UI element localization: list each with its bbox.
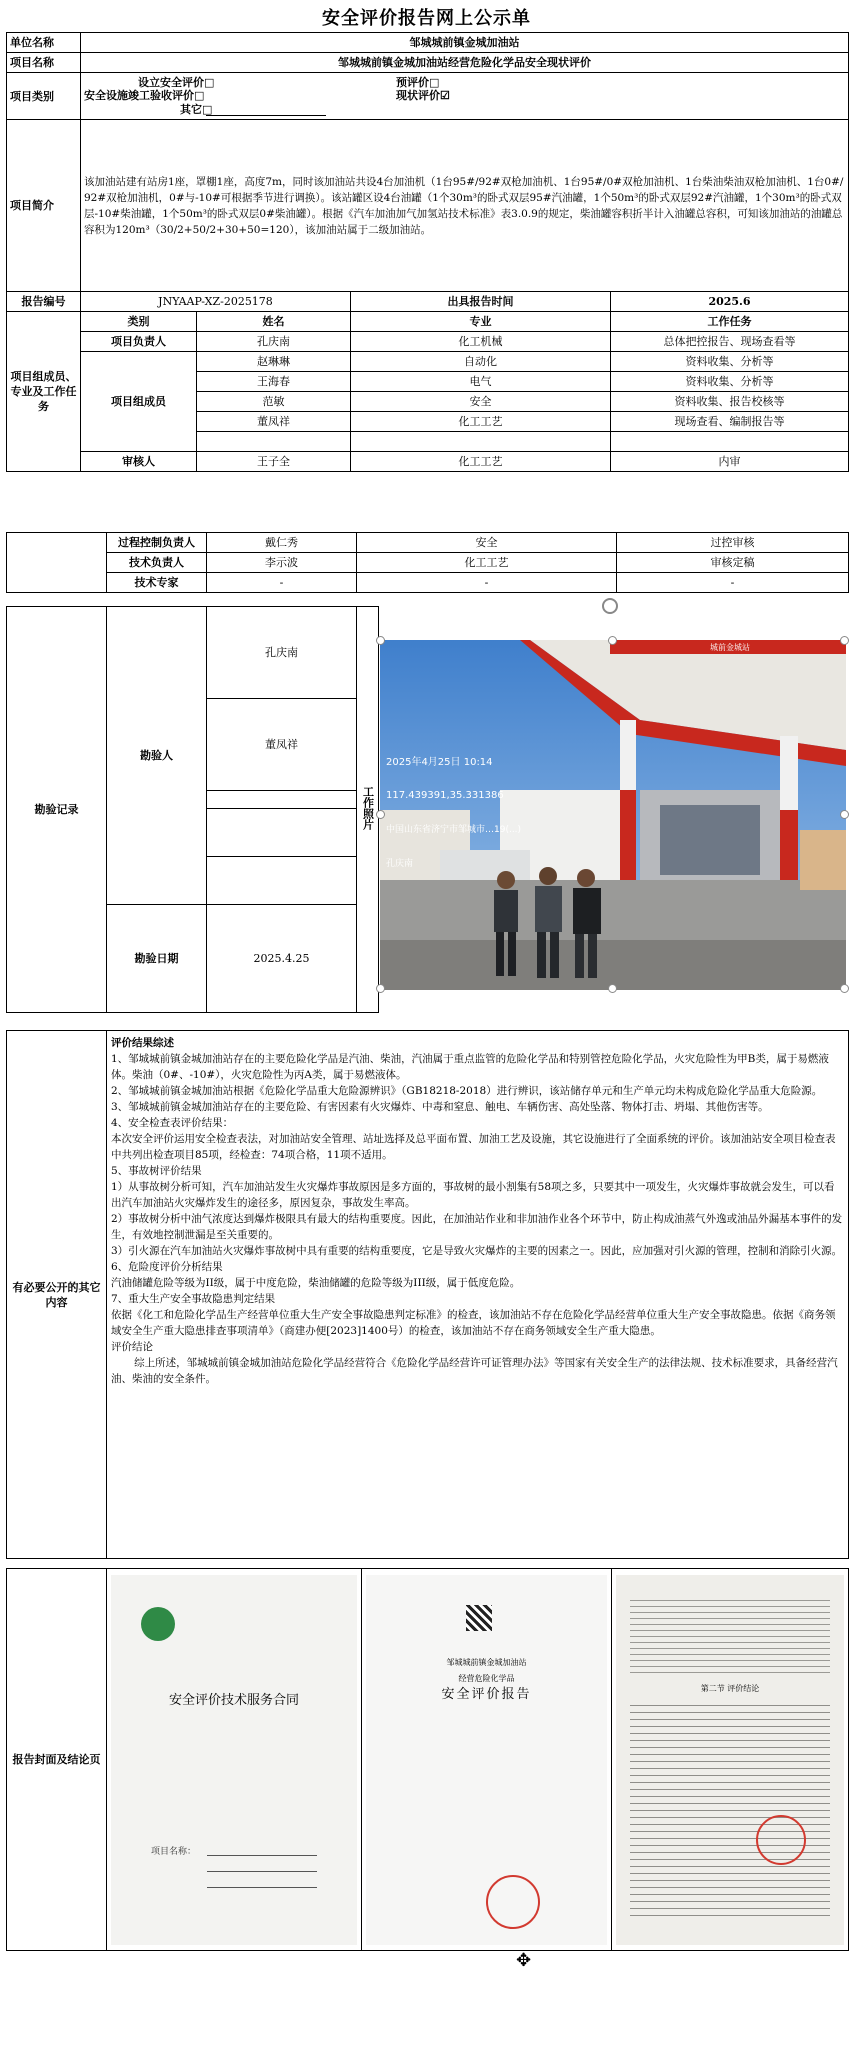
resize-handle[interactable] [840,984,849,993]
report-date: 2025.6 [611,292,849,312]
resize-handle[interactable] [376,810,385,819]
unit-label: 单位名称 [7,33,81,53]
member-task: 资料收集、分析等 [611,352,849,372]
doc1-underline [207,1887,317,1888]
empty-cell [351,432,611,452]
summary-paragraph: 3、邹城城前镇金城加油站存在的主要危险、有害因素有火灾爆炸、中毒和窒息、触电、车辆伤害、高处坠落、物体打击、坍塌、其他伤害等。 [111,1101,769,1113]
doc1-title: 安全评价技术服务合同 [168,1692,299,1708]
project-value: 邹城城前镇金城加油站经营危险化学品安全现状评价 [81,53,849,73]
reviewer-name: 王子全 [197,452,351,472]
resize-handle[interactable] [376,636,385,645]
summary-paragraph: 评价结论 [111,1341,153,1353]
control-name: 李示波 [207,553,357,573]
control-task: 审核定稿 [617,553,849,573]
member-major: 电气 [351,372,611,392]
summary-paragraph: 7、重大生产安全事故隐患判定结果 [111,1293,276,1305]
member-name: 赵琳琳 [197,352,351,372]
doc2-sub: 经营危险化学品 [458,1673,515,1683]
doc2-title: 安全评价报告 [441,1686,532,1702]
empty-cell [207,791,357,809]
empty-cell [207,809,357,857]
control-major: 安全 [357,533,617,553]
category-label: 项目类别 [7,73,81,120]
company-logo-icon [141,1607,175,1641]
reviewer-major: 化工工艺 [351,452,611,472]
summary-label: 有必要公开的其它内容 [7,1031,107,1559]
photo-label-text: 工作照片 [361,785,375,830]
category-opt-acceptance: 安全设施竣工验收评价□ [84,89,205,102]
summary-table [6,1030,849,1559]
member-major: 安全 [351,392,611,412]
leader-task: 总体把控报告、现场查看等 [611,332,849,352]
control-blank [7,533,107,593]
summary-paragraph: 5、事故树评价结果 [111,1165,202,1177]
cover-doc1-cell [107,1569,362,1951]
doc3-text-lines [630,1595,830,1675]
survey-people-label: 勘验人 [107,607,207,905]
station-sign: 城前金城站 [710,643,750,652]
summary-conclusion: 综上所述，邹城城前镇金城加油站危险化学品经营符合《危险化学品经营许可证管理办法》等国家有关安全生产的法律法规、技术标准要求，具备经营汽油、柴油的安全条件。 [111,1357,838,1385]
category-opt-pre: 预评价□ [396,76,440,89]
intro-label: 项目简介 [7,120,81,292]
move-cursor-icon: ✥ [516,1950,532,1971]
control-table [6,532,849,593]
summary-paragraph: 本次安全评价运用安全检查表法，对加油站安全管理、站址选择及总平面布置、加油工艺及设施，其它设施进行了全面系统的评价。该加油站安全项目检查表中共列出检查项目85项，经检查：74项合格，11项不适用。 [111,1133,836,1161]
category-opt-setup: 设立安全评价□ [138,76,215,89]
report-cover-image [366,1575,607,1945]
member-name: 王海春 [197,372,351,392]
reviewer-task: 内审 [611,452,849,472]
leader-name: 孔庆南 [197,332,351,352]
project-label: 项目名称 [7,53,81,73]
survey-date-label: 勘验日期 [107,905,207,1013]
member-task: 资料收集、报告校核等 [611,392,849,412]
control-label: 技术负责人 [107,553,207,573]
leader-major: 化工机械 [351,332,611,352]
watermark-place: 中国山东省济宁市邹城市…19(...) [386,825,522,835]
empty-cell [207,857,357,905]
summary-content [107,1031,849,1559]
control-major: 化工工艺 [357,553,617,573]
gas-station-photo [380,640,846,990]
control-name: 戴仁秀 [207,533,357,553]
category-other-underline [206,115,326,116]
summary-paragraph: 4、安全检查表评价结果： [111,1117,234,1129]
report-no: JNYAAP-XZ-2025178 [81,292,351,312]
control-label: 过程控制负责人 [107,533,207,553]
control-major: - [357,573,617,593]
watermark-time: 2025年4月25日 10:14 [386,757,493,768]
cover-label: 报告封面及结论页 [7,1569,107,1951]
member-task: 现场查看、编制报告等 [611,412,849,432]
member-label: 项目组成员 [81,352,197,452]
member-name: 范敏 [197,392,351,412]
contract-cover-image [111,1575,357,1945]
team-header-major: 专业 [351,312,611,332]
report-date-label: 出具报告时间 [351,292,611,312]
doc1-line: 项目名称： [151,1846,197,1857]
control-name: - [207,573,357,593]
category-opt-current: 现状评价☑ [396,89,450,102]
report-no-label: 报告编号 [7,292,81,312]
conclusion-page-image [616,1575,844,1945]
category-opt-other: 其它□ [180,103,213,116]
unit-value: 邹城城前镇金城加油站 [81,33,849,53]
info-table [6,32,849,472]
cover-doc2-cell [362,1569,612,1951]
work-photo[interactable] [380,640,846,990]
member-major: 化工工艺 [351,412,611,432]
summary-paragraph: 3）引火源在汽车加油站火灾爆炸事故树中具有重要的结构重要度，它是导致火灾爆炸的主要的因素之一。因此，应加强对引火源的管理，控制和消除引火源。 [111,1245,843,1257]
watermark-coord: 117.439391,35.331386 [386,790,504,801]
member-name: 董凤祥 [197,412,351,432]
doc3-text-lines [630,1699,830,1919]
leader-label: 项目负责人 [81,332,197,352]
summary-paragraph: 2）事故树分析中油气浓度达到爆炸极限具有最大的结构重要度。因此，在加油站作业和非加油作业各个环节中，防止构成油蒸气外逸或油品外漏基本事件的发生，有效地控制泄漏是至关重要的。 [111,1213,843,1241]
photo-label [357,607,379,1013]
survey-label: 勘验记录 [7,607,107,1013]
summary-paragraph: 2、邹城城前镇金城加油站根据《危险化学品重大危险源辨识》（GB18218-2018）进行辨识，该站储存单元和生产单元均未构成危险化学品重大危险源。 [111,1085,823,1097]
page-title: 安全评价报告网上公示单 [322,8,531,29]
team-header-category: 类别 [81,312,197,332]
team-label: 项目组成员、专业及工作任务 [7,312,81,472]
control-label: 技术专家 [107,573,207,593]
member-task: 资料收集、分析等 [611,372,849,392]
official-seal-icon [756,1815,806,1865]
survey-date: 2025.4.25 [207,905,357,1013]
team-header-name: 姓名 [197,312,351,332]
control-task: - [617,573,849,593]
summary-paragraph: 1、邹城城前镇金城加油站存在的主要危险化学品是汽油、柴油，汽油属于重点监管的危险化学品和特别管控危险化学品，火灾危险性为甲B类，属于易燃液体。柴油（0#、-10#），火灾危险性为丙A类，属于易燃液体。 [111,1053,829,1081]
watermark-name: 孔庆南 [386,859,414,869]
official-seal-icon [486,1875,540,1929]
summary-paragraph: 汽油储罐危险等级为II级，属于中度危险，柴油储罐的危险等级为III级，属于低度危险。 [111,1277,521,1289]
empty-cell [611,432,849,452]
survey-person: 董凤祥 [207,699,357,791]
cover-doc3-cell [612,1569,849,1951]
summary-paragraph: 1）从事故树分析可知，汽车加油站发生火灾爆炸事故原因是多方面的，事故树的最小割集有58项之多，只要其中一项发生，火灾爆炸事故就会发生，可以看出汽车加油站火灾爆炸发生的途径多，原因复杂，事故发生率高。 [111,1181,835,1209]
doc2-unit: 邹城城前镇金城加油站 [446,1657,527,1667]
reviewer-label: 审核人 [81,452,197,472]
team-header-task: 工作任务 [611,312,849,332]
cover-table [6,1568,849,1951]
doc3-heading: 第二节 评价结论 [700,1683,760,1693]
resize-handle[interactable] [376,984,385,993]
resize-handle[interactable] [608,984,617,993]
member-major: 自动化 [351,352,611,372]
summary-paragraph: 6、危险度评价分析结果 [111,1261,223,1273]
summary-paragraph: 依据《化工和危险化学品生产经营单位重大生产安全事故隐患判定标准》的检查，该加油站不存在危险化学品经营单位重大生产安全事故隐患。依据《商务领域安全生产重大隐患排查事项清单》（商建办便[2023]1400号）的检查，该加油站不存在商务领域安全生产重大隐患。 [111,1309,836,1337]
rotate-handle-icon[interactable] [602,598,618,614]
empty-cell [197,432,351,452]
resize-handle[interactable] [840,636,849,645]
summary-heading: 评价结果综述 [111,1037,174,1049]
doc1-underline [207,1855,317,1856]
resize-handle[interactable] [608,636,617,645]
resize-handle[interactable] [840,810,849,819]
control-task: 过控审核 [617,533,849,553]
qr-code-icon [466,1605,492,1631]
intro-text: 该加油站建有站房1座，罩棚1座，高度7m，同时该加油站共设4台加油机（1台95#/92#双枪加油机、1台95#/0#双枪加油机、1台柴油柴油双枪加油机、1台0#/92#双枪加油机，0#与-10#可根据季节进行调换）。该站罐区设4台油罐（1个30m³的卧式双层95#汽油罐，1个50m³的卧式双层92#汽油罐，1个30m³的卧式双层-10#柴油罐，1个50m³的卧式双层0#柴油罐）。根据《汽车加油加气加氢站技术标准》表3.0.9的规定，柴油罐容积折半计入油罐总容积，可知该加油站的油罐总容积为120m³（30/2+50/2+30+50=120），该加油站属于二级加油站。 [81,120,849,292]
category-options [81,73,849,120]
doc1-underline [207,1871,317,1872]
survey-person: 孔庆南 [207,607,357,699]
